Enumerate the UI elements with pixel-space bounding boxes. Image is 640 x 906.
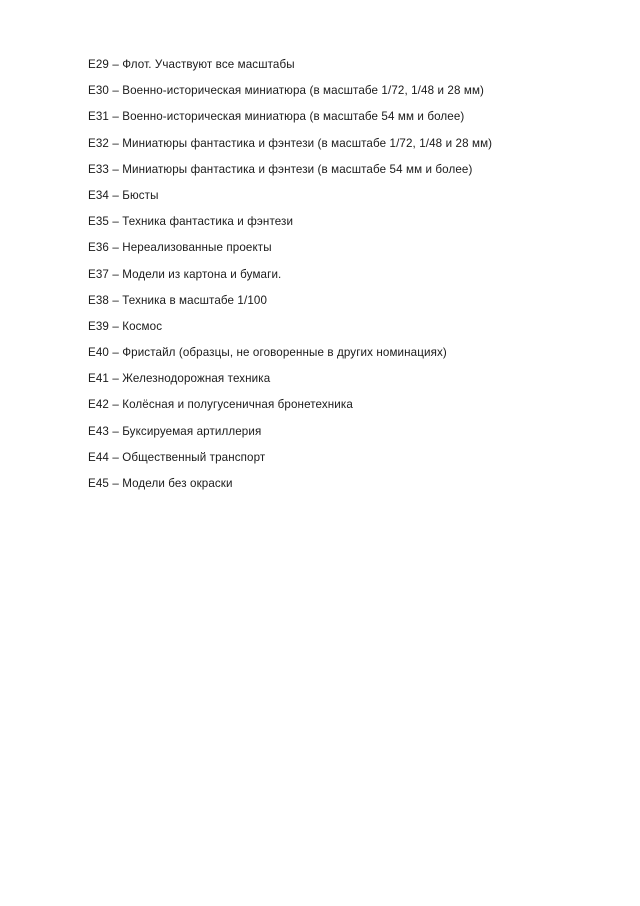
list-item: E39 – Космос <box>88 319 163 333</box>
list-item: E36 – Нереализованные проекты <box>88 241 272 255</box>
list-item: E41 – Железнодорожная техника <box>88 372 271 386</box>
list-item: E31 – Военно-историческая миниатюра (в масштабе 54 мм и более) <box>88 110 465 124</box>
list-item: E32 – Миниатюры фантастика и фэнтези (в масштабе 1/72, 1/48 и 28 мм) <box>88 136 493 150</box>
list-item: E40 – Фристайл (образцы, не оговоренные в других номинациях) <box>88 346 447 360</box>
list-item: E43 – Буксируемая артиллерия <box>88 424 262 438</box>
list-item: E35 – Техника фантастика и фэнтези <box>88 215 294 229</box>
list-item: E42 – Колёсная и полугусеничная бронетехника <box>88 398 353 412</box>
list-item: E33 – Миниатюры фантастика и фэнтези (в масштабе 54 мм и более) <box>88 162 473 176</box>
list-item: E29 – Флот. Участвуют все масштабы <box>88 58 295 71</box>
list-item: E44 – Общественный транспорт <box>88 450 266 464</box>
nomination-list <box>88 58 558 491</box>
list-item: E45 – Модели без окраски <box>88 477 233 490</box>
list-item: E37 – Модели из картона и бумаги. <box>88 267 282 281</box>
list-item: E30 – Военно-историческая миниатюра (в масштабе 1/72, 1/48 и 28 мм) <box>88 84 485 98</box>
list-item: E38 – Техника в масштабе 1/100 <box>88 293 268 307</box>
list-item: E34 – Бюсты <box>88 188 159 202</box>
